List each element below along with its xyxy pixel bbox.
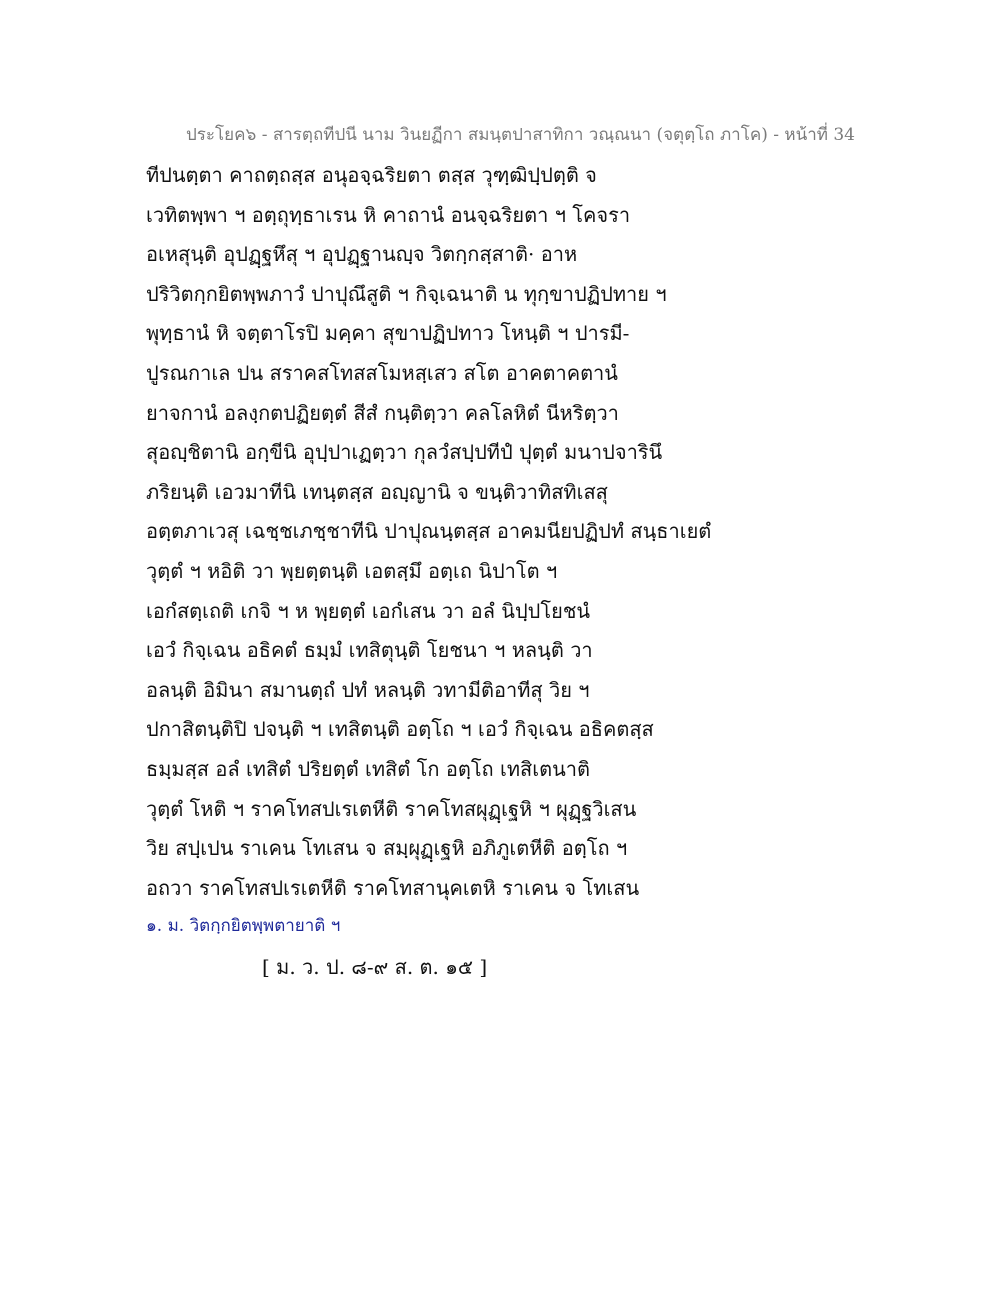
text-line: ยาจกานํ อลงฺกตปฏิยตฺตํ สีสํ กนฺติตฺวา คลโลหิตํ นีหริตฺวา (146, 400, 619, 425)
text-line: ทีปนตฺตา คาถตฺถสฺส อนุอจฺฉริยตา ตสฺส วุฑฺฒิปฺปตฺติ จ (146, 163, 597, 187)
text-line: วิย สปฺเปน ราเคน โทเสน จ สมฺผุฏฺเฐหิ อภิภูเตหีติ อตฺโถ ฯ (146, 836, 628, 861)
footnote: ๑. ม. วิตกฺกยิตพฺพตายาติ ฯ (146, 916, 341, 936)
body-text (146, 160, 946, 912)
page-reference: [ ม. ว. ป. ๘-๙ ส. ต. ๑๕ ] (262, 955, 488, 979)
text-line: วุตฺตํ ฯ หอิติ วา พฺยตฺตนฺติ เอตสฺมึ อตฺเถ นิปาโต ฯ (146, 558, 558, 583)
text-line: ธมฺมสฺส อลํ เทสิตํ ปริยตฺตํ เทสิตํ โก อตฺโถ เทสิเตนาติ (146, 756, 590, 781)
text-line: เอวํ กิจฺเฉน อธิคตํ ธมฺมํ เทสิตุนฺติ โยชนา ฯ หลนฺติ วา (146, 638, 593, 663)
text-line: อถวา ราคโทสปเรเตหีติ ราคโทสานุคเตหิ ราเคน จ โทเสน (146, 875, 640, 900)
text-line: วุตฺตํ โหติ ฯ ราคโทสปเรเตหีติ ราคโทสผุฏฺเฐหิ ฯ ผุฏฺฐวิเสน (146, 796, 637, 821)
text-line: ปริวิตกฺกยิตพฺพภาวํ ปาปุณึสูติ ฯ กิจฺเฉนาติ น ทุกฺขาปฏิปทาย ฯ (146, 281, 667, 306)
text-line: ภริยนฺติ เอวมาทีนิ เทนฺตสฺส อญฺญานิ จ ขนฺติวาทิสทิเสสุ (146, 479, 608, 504)
text-line: อลนฺติ อิมินา สมานตฺถํ ปทํ หลนฺติ วทามีติอาทีสุ วิย ฯ (146, 677, 590, 702)
text-line: อตฺตภาเวสุ เฉชฺชเภชฺชาทีนิ ปาปุณนฺตสฺส อาคมนียปฏิปทํ สนฺธาเยตํ (146, 519, 712, 544)
text-line: ปูรณกาเล ปน สราคสโทสสโมหสฺเสว สโต อาคตาคตานํ (146, 360, 618, 385)
text-line: เอกํสตฺเถติ เกจิ ฯ ห พฺยตฺตํ เอกํเสน วา อลํ นิปฺปโยชนํ (146, 598, 591, 623)
running-header: ประโยค๖ - สารตฺถทีปนี นาม วินยฏีกา สมนฺตปาสาทิกา วณฺณนา (จตุตฺโถ ภาโค) - หน้าที่ 34 (186, 125, 855, 145)
text-line: ปกาสิตนฺติปิ ปจนฺติ ฯ เทสิตนฺติ อตฺโถ ฯ เอวํ กิจฺเฉน อธิคตสฺส (146, 717, 654, 742)
text-line: พุทฺธานํ หิ จตฺตาโรปิ มคฺคา สุขาปฏิปทาว โหนฺติ ฯ ปารมี- (146, 321, 630, 346)
text-line: อเหสุนฺติ อุปฏฺฐหึสุ ฯ อุปฏฺฐานญฺจ วิตกฺกสฺสาติ· อาห (146, 242, 578, 267)
text-line: เวทิตพฺพา ฯ อตฺถุทฺธาเรน หิ คาถานํ อนจฺฉริยตา ฯ โคจรา (146, 202, 631, 227)
text-line: สุอญฺชิตานิ อกฺขีนิ อุปฺปาเฏตฺวา กุลวํสปฺปทีปํ ปุตฺตํ มนาปจารินึ (146, 440, 663, 465)
